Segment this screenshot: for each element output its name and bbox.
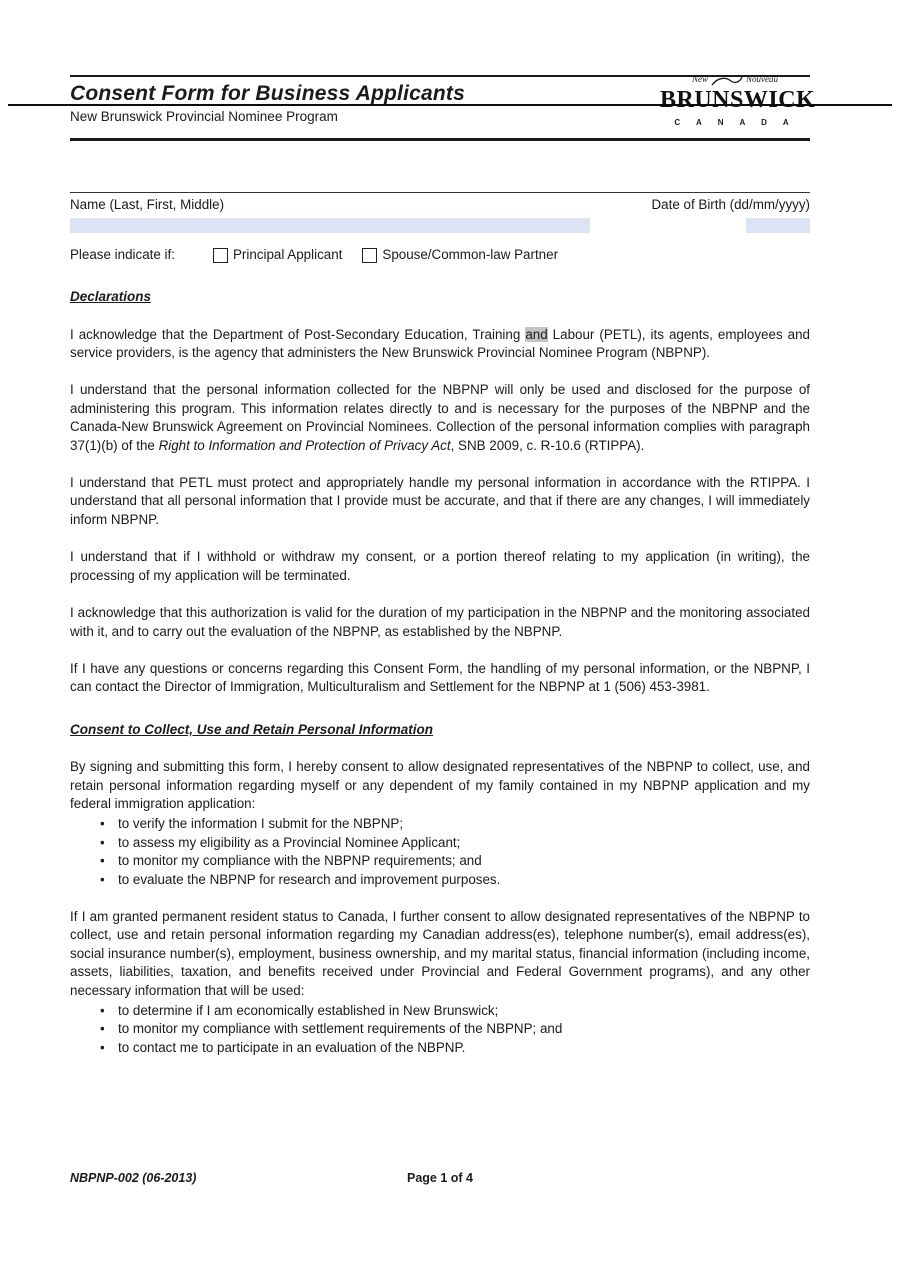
consent-paragraph-1: By signing and submitting this form, I hereby consent to allow designated representatives of the NBPNP to collect, use, and retain personal information regarding myself or any dependent of my family contained in my NBPNP application and my federal immigration application: [70,759,810,811]
bullet-icon [100,1002,118,1020]
spouse-checkbox[interactable] [362,248,377,263]
paragraph-text: I acknowledge that the Department of Post-Secondary Education, Training [70,326,526,342]
declaration-paragraph-4: I understand that if I withhold or withdraw my consent, or a portion thereof relating to my application (in writing), the processing of my application will be terminated. [70,549,810,583]
declaration-paragraph-3: I understand that PETL must protect and appropriately handle my personal information in accordance with the RTIPPA. I understand that all personal information that I provide must be accurate, and that if there are any changes, I will immediately inform NBPNP. [70,475,810,527]
page-title: Consent Form for Business Applicants [70,82,465,105]
logo-wordmark: BRUNSWICK [660,87,816,113]
name-input-field[interactable] [70,218,590,233]
principal-applicant-option [213,246,342,264]
dob-input-field[interactable] [746,218,810,233]
act-title-italic: Right to Information and Protection of Privacy Act [158,437,451,453]
logo-canada-label: C A N A D A [674,118,796,127]
declaration-paragraph-1 [70,326,810,363]
bullet-icon [100,815,118,833]
spouse-option [362,246,558,264]
name-dob-fields-row [70,218,810,233]
declaration-paragraph-2 [70,381,810,455]
page-number: Page 1 of 4 [407,1171,473,1185]
consent-heading: Consent to Collect, Use and Retain Personal Information [70,721,434,737]
bullet-icon [100,1039,118,1057]
document-number: NBPNP-002 (06-2013) [70,1171,197,1185]
name-label: Name (Last, First, Middle) [70,197,225,213]
list-item-text: to monitor my compliance with the NBPNP requirements; and [118,853,482,869]
logo-top-line [660,74,810,88]
page-top-border [8,104,892,106]
logo-nouveau-label: Nouveau [746,73,778,84]
logo-new-label: New [691,73,708,84]
list-item-text: to evaluate the NBPNP for research and improvement purposes. [118,871,501,887]
document-page [0,75,900,1057]
spouse-label: Spouse/Common-law Partner [382,246,559,262]
consent-bullet-list-1 [70,815,810,889]
bullet-icon [100,834,118,852]
document-header [70,73,816,141]
applicant-type-row [70,246,810,264]
bullet-icon [100,1020,118,1038]
page-subtitle: New Brunswick Provincial Nominee Program [70,109,338,124]
indicate-label: Please indicate if: [70,246,175,262]
consent-bullet-list-2 [70,1002,810,1057]
principal-applicant-label: Principal Applicant [232,246,343,262]
dob-label: Date of Birth (dd/mm/yyyy) [651,197,810,213]
list-item [100,815,810,833]
consent-paragraph-2: If I am granted permanent resident status to Canada, I further consent to allow designated representatives of the NBPNP to collect, use and retain personal information regarding my Canadian address(es), telephone number(s), email address(es), social insurance number(s), employment, business ownership, and my marital status, financial information (including income, assets, liabilities, taxation, and benefits received under Provincial and Federal Government programs), and any other necessary information that will be used: [70,908,810,998]
list-item-text: to contact me to participate in an evaluation of the NBPNP. [118,1039,466,1055]
declarations-heading: Declarations [70,289,152,305]
paragraph-text: I understand that the personal information collected for the NBPNP will only be used and disclosed for the purpose of administering this program. This information relates directly to and is necessary for the purposes of the NBPNP and the Canada-New Brunswick Agreement on Provincial Nominees. Collection of the personal information complies with paragraph 37(1)(b) of the [70,382,810,453]
bullet-icon [100,871,118,889]
name-write-line[interactable] [70,141,810,193]
paragraph-text: , SNB 2009, c. R-10.6 (RTIPPA). [450,437,645,453]
list-item [100,852,810,870]
list-item [100,1002,810,1020]
list-item-text: to verify the information I submit for the NBPNP; [118,816,404,832]
list-item-text: to monitor my compliance with settlement requirements of the NBPNP; and [118,1021,563,1037]
page-footer [70,1169,810,1187]
declaration-paragraph-5: I acknowledge that this authorization is valid for the duration of my participation in the NBPNP and the monitoring associated with it, and to carry out the evaluation of the NBPNP, as established by the NBPNP. [70,605,810,639]
list-item-text: to determine if I am economically established in New Brunswick; [118,1003,499,1018]
bullet-icon [100,852,118,870]
list-item [100,834,810,852]
highlighted-text: and [525,326,548,342]
principal-applicant-checkbox[interactable] [213,248,228,263]
name-dob-labels-row [70,196,810,214]
list-item [100,871,810,889]
list-item-text: to assess my eligibility as a Provincial Nominee Applicant; [118,834,461,850]
declaration-paragraph-6: If I have any questions or concerns regarding this Consent Form, the handling of my personal information, or the NBPNP, I can contact the Director of Immigration, Multiculturalism and Settlement for the NBPNP at 1 (506) 453-3981. [70,660,810,695]
paragraph-text: Labour (PETL), its agents, employees and service providers, is the agency that administers the New Brunswick Provincial Nominee Program (NBPNP). [70,326,810,361]
list-item [100,1020,810,1038]
list-item [100,1039,810,1057]
